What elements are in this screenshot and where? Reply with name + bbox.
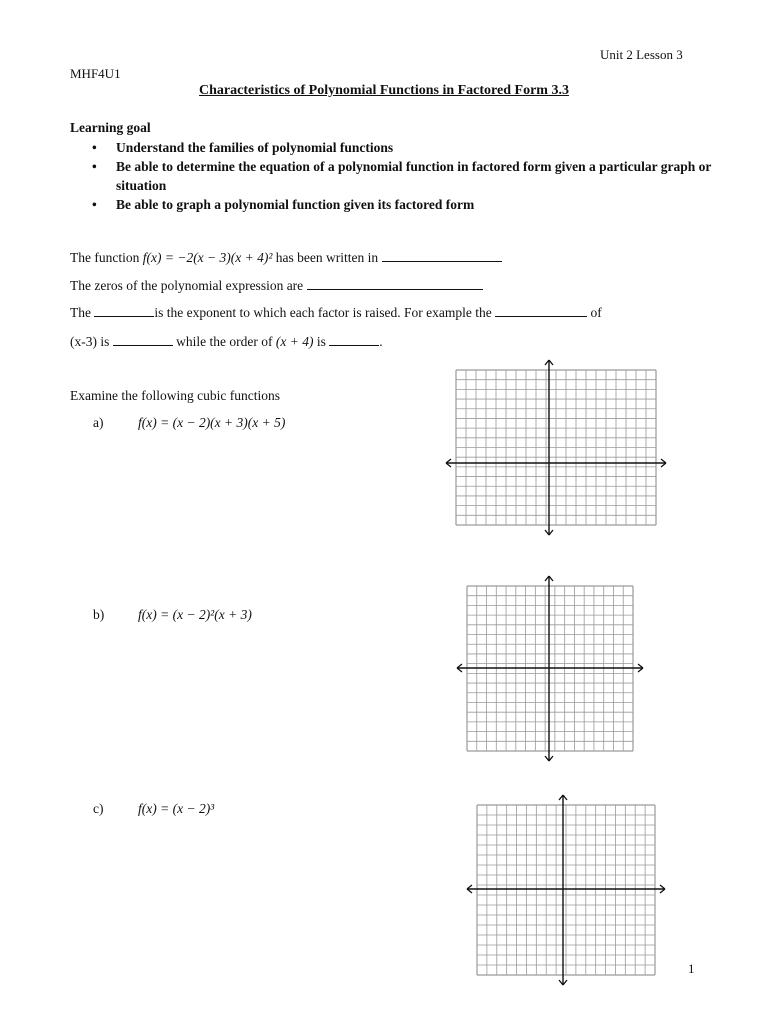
grid-lines (477, 805, 655, 975)
learning-goal-heading: Learning goal (70, 120, 151, 135)
function-a: f(x) = (x − 2)(x + 3)(x + 5) (138, 415, 286, 430)
fill-in-line-4: (x-3) is while the order of (x + 4) is . (70, 334, 383, 349)
learning-goal-item: • Be able to determine the equation of a polynomial function in factored form given a particular graph or situation (92, 157, 712, 195)
page-number: 1 (688, 961, 695, 976)
page-title: Characteristics of Polynomial Functions in Factored Form 3.3 (199, 83, 569, 98)
examine-intro: Examine the following cubic functions (70, 388, 280, 403)
function-c: f(x) = (x − 2)³ (138, 801, 215, 816)
function-expression: f(x) = −2(x − 3)(x + 4)² (142, 250, 273, 265)
unit-lesson-label: Unit 2 Lesson 3 (600, 47, 683, 62)
function-b: f(x) = (x − 2)²(x + 3) (138, 607, 252, 622)
fill-in-line-2: The zeros of the polynomial expression are (70, 277, 483, 294)
learning-goal-item: • Understand the families of polynomial functions (92, 138, 712, 157)
item-label-b: b) (93, 607, 105, 622)
course-code: MHF4U1 (70, 66, 121, 81)
learning-goal-item: • Be able to graph a polynomial function given its factored form (92, 195, 712, 214)
fill-in-line-3: The is the exponent to which each factor is raised. For example the of (70, 305, 602, 320)
item-label-a: a) (93, 415, 104, 430)
fill-in-line-1: The function f(x) = −2(x − 3)(x + 4)² has been written in (70, 249, 502, 266)
item-label-c: c) (93, 801, 104, 816)
